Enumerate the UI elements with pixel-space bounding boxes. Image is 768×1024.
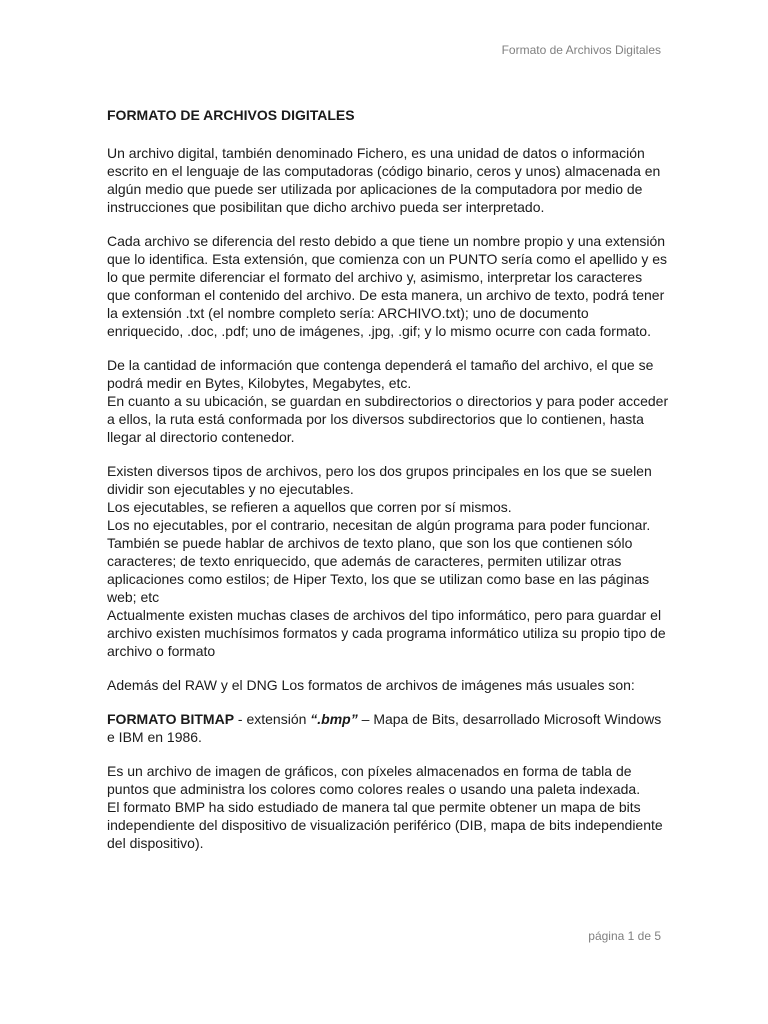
text-line: Es un archivo de imagen de gráficos, con píxeles almacenados en forma de tabla de xyxy=(107,763,632,779)
text-line: que conforman el contenido del archivo. De esta manera, un archivo de texto, podrá tener xyxy=(107,287,665,303)
document-body xyxy=(107,106,667,868)
text-line: a ellos, la ruta está conformada por los diversos subdirectorios que lo contienen, hasta xyxy=(107,411,644,427)
text-line: Existen diversos tipos de archivos, pero los dos grupos principales en los que se suelen xyxy=(107,463,652,479)
text-line: archivo existen muchísimos formatos y cada programa informático utiliza su propio tipo de xyxy=(107,625,666,641)
text-line: Los ejecutables, se refieren a aquellos que corren por sí mismos. xyxy=(107,499,512,515)
text-line: del dispositivo). xyxy=(107,835,204,851)
paragraph-extension xyxy=(107,232,667,340)
text-line: llegar al directorio contenedor. xyxy=(107,429,295,445)
paragraph-size-location xyxy=(107,356,667,446)
text-line: instrucciones que posibilitan que dicho archivo pueda ser interpretado. xyxy=(107,199,545,215)
text-line: web; etc xyxy=(107,589,160,605)
format-extension: “.bmp” xyxy=(310,711,358,727)
text-line: Además del RAW y el DNG Los formatos de archivos de imágenes más usuales son: xyxy=(107,677,635,693)
paragraph-file-types xyxy=(107,462,667,660)
paragraph-definition xyxy=(107,144,667,216)
text-line: dividir son ejecutables y no ejecutables. xyxy=(107,481,354,497)
paragraph-image-formats-intro xyxy=(107,676,667,694)
text-line xyxy=(107,710,667,728)
text-line: aplicaciones como estilos; de Hiper Texto, los que se utilizan como base en las páginas xyxy=(107,571,650,587)
text-line: puntos que administra los colores como colores reales o usando una paleta indexada. xyxy=(107,781,641,797)
text-line: En cuanto a su ubicación, se guardan en subdirectorios o directorios y para poder acceder xyxy=(107,393,669,409)
text-line: archivo o formato xyxy=(107,643,216,659)
text-line: escrito en el lenguaje de las computadoras (código binario, ceros y unos) almacenada en xyxy=(107,163,661,179)
format-description: – Mapa de Bits, desarrollado Microsoft Windows xyxy=(357,711,662,727)
text-line: lo que permite diferenciar el formato del archivo y, asimismo, interpretar los caracteres xyxy=(107,269,643,285)
text-line: algún medio que puede ser utilizada por aplicaciones de la computadora por medio de xyxy=(107,181,643,197)
text-line: que lo identifica. Esta extensión, que comienza con un PUNTO sería como el apellido y es xyxy=(107,251,668,267)
page-number: página 1 de 5 xyxy=(588,929,661,943)
text-line: la extensión .txt (el nombre completo sería: ARCHIVO.txt); uno de documento xyxy=(107,305,589,321)
text-line: Los no ejecutables, por el contrario, necesitan de algún programa para poder funcionar. xyxy=(107,517,651,533)
document-title: FORMATO DE ARCHIVOS DIGITALES xyxy=(107,107,355,123)
text-line: El formato BMP ha sido estudiado de manera tal que permite obtener un mapa de bits xyxy=(107,799,641,815)
text-line: De la cantidad de información que contenga dependerá el tamaño del archivo, el que se xyxy=(107,357,654,373)
text-line: podrá medir en Bytes, Kilobytes, Megabytes, etc. xyxy=(107,375,412,391)
paragraph-bitmap-heading xyxy=(107,710,667,746)
text-line: e IBM en 1986. xyxy=(107,729,202,745)
text-line: independiente del dispositivo de visualización periférico (DIB, mapa de bits independiente xyxy=(107,817,663,833)
text-line: Cada archivo se diferencia del resto debido a que tiene un nombre propio y una extensión xyxy=(107,233,666,249)
format-label: FORMATO BITMAP xyxy=(107,711,235,727)
text-line: caracteres; de texto enriquecido, que además de caracteres, permiten utilizar otras xyxy=(107,553,622,569)
text-line: Un archivo digital, también denominado Fichero, es una unidad de datos o información xyxy=(107,145,645,161)
format-text: - extensión xyxy=(234,711,311,727)
paragraph-bitmap-description xyxy=(107,762,667,852)
text-line: Actualmente existen muchas clases de archivos del tipo informático, pero para guardar el xyxy=(107,607,662,623)
text-line: También se puede hablar de archivos de texto plano, que son los que contienen sólo xyxy=(107,535,633,551)
running-header: Formato de Archivos Digitales xyxy=(501,43,661,57)
text-line: enriquecido, .doc, .pdf; uno de imágenes, .jpg, .gif; y lo mismo ocurre con cada formato. xyxy=(107,323,651,339)
